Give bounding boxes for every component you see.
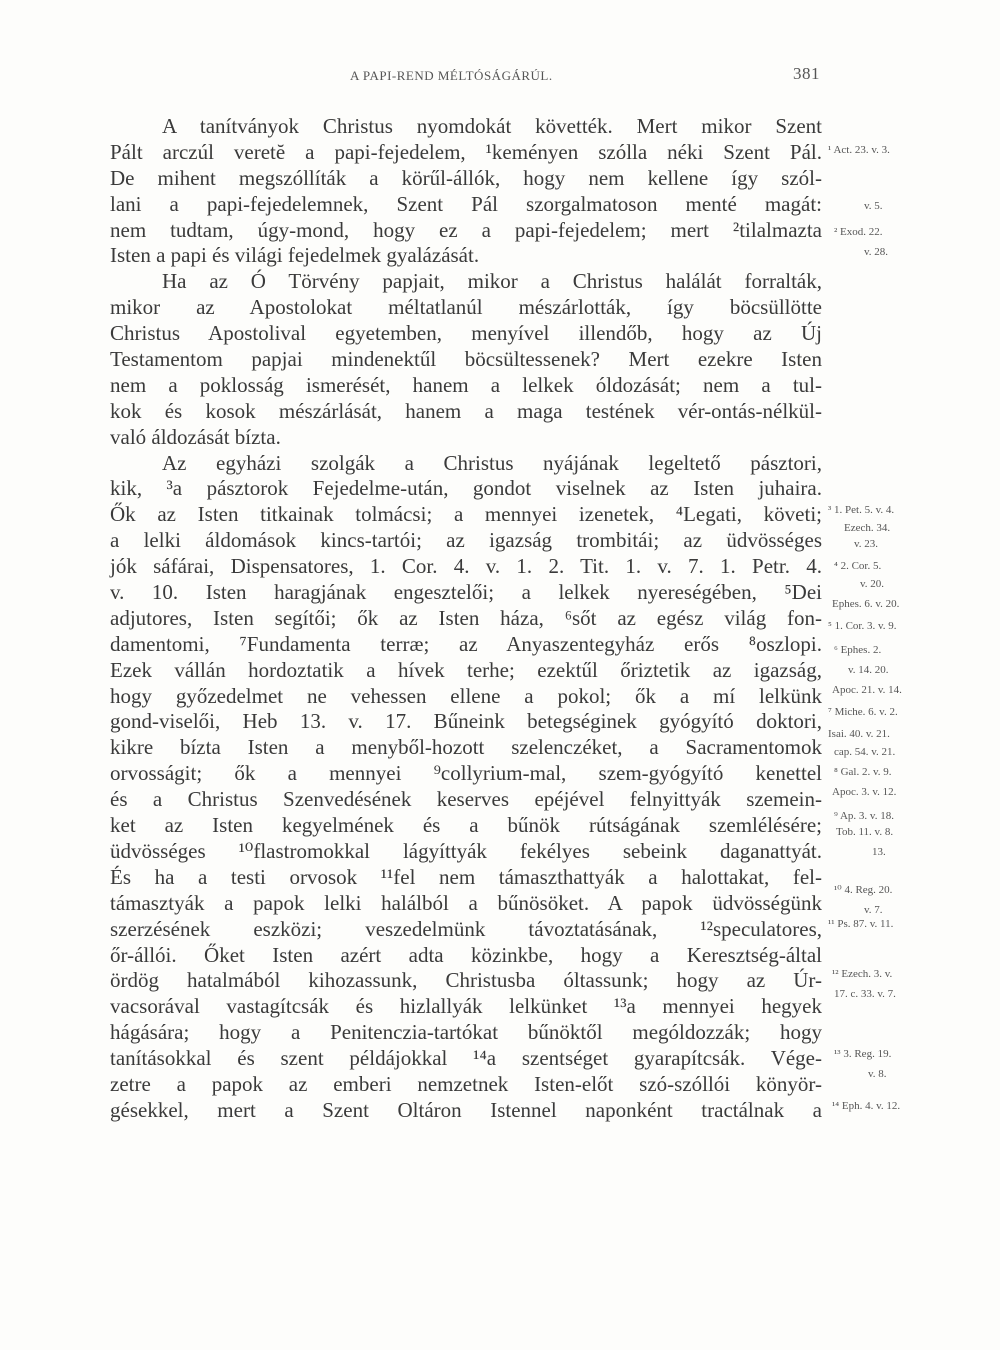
margin-note: Apoc. 21. v. 14. (832, 684, 902, 696)
margin-note: v. 14. 20. (848, 664, 889, 676)
text-line: tanításokkal és szent példájokkal ¹⁴a szentséget gyarapítcsák. Vége- (110, 1046, 822, 1071)
text-line: Isten a papi és világi fejedelmek gyalázását. (110, 243, 480, 268)
text-line: hágására; hogy a Penitenczia-tartókat bűnöktől mególdozzák; hogy (110, 1020, 822, 1045)
text-line: szerzésének eszközi; veszedelmünk távoztatásának, ¹²speculatores, (110, 916, 822, 941)
margin-note: Apoc. 3. v. 12. (832, 786, 897, 798)
margin-note: v. 8. (868, 1068, 887, 1080)
text-line: Pált arczúl veretĕ a papi-fejedelem, ¹keményen szólla néki Szent Pál. (110, 139, 822, 164)
text-line: őr-állói. Őket Isten azért adta közinkbe, hogy a Keresztség-által (110, 942, 822, 967)
margin-note: ⁷ Miche. 6. v. 2. (828, 706, 898, 718)
text-line: és a Christus Szenvedésének keserves epéjével felnyittyák szemein- (110, 787, 822, 812)
margin-note: Isai. 40. v. 21. (828, 728, 890, 740)
text-line: ördög hatalmából kihozassunk, Christusba óltassunk; hogy az Úr- (110, 968, 822, 993)
body-text (110, 114, 822, 1124)
margin-note: v. 23. (854, 538, 879, 550)
text-line: nem a poklosság ismerését, hanem a lelkek óldozását; nem a tul- (110, 372, 822, 397)
text-line: vacsorával vastagítcsák és hizlallyák lelkünket ¹³a mennyei hegyek (110, 994, 822, 1019)
text-line: Ők az Isten titkainak tolmácsi; a mennyei izenetek, ⁴Legati, követi; (110, 502, 822, 527)
text-line: támasztyák a papok lelki halálból a bűnösöket. A papok üdvösségünk (110, 890, 822, 915)
text-line: jók sáfárai, Dispensatores, 1. Cor. 4. v. 1. 2. Tit. 1. v. 7. 1. Petr. 4. (110, 554, 822, 579)
margin-note: ¹² Ezech. 3. v. (832, 968, 893, 980)
margin-note: ⁵ 1. Cor. 3. v. 9. (828, 620, 897, 632)
text-line: A tanítványok Christus nyomdokát követték. Mert mikor Szent (162, 114, 822, 138)
margin-note: Ezech. 34. (844, 522, 891, 534)
text-line: hogy győzedelmet ne vehessen ellene a pokol; ők a mí lelkünk (110, 683, 822, 708)
text-line: Testamentom papjai mindenektűl böcsültessenek? Mert ezekre Isten (110, 347, 822, 372)
margin-note: ¹³ 3. Reg. 19. (834, 1048, 892, 1060)
margin-note: ¹⁰ 4. Reg. 20. (834, 884, 893, 896)
margin-note: v. 28. (864, 246, 889, 258)
text-line: kok és kosok mészárlását, hanem a maga testének vér-ontás-nélkül- (110, 398, 822, 423)
margin-note: ⁶ Ephes. 2. (834, 644, 882, 656)
text-line: orvosságit; ők a mennyei ⁹collyrium-mal, szem-gyógyító kenettel (110, 761, 822, 786)
text-line: És ha a testi orvosok ¹¹fel nem támaszthattyák a halottakat, fel- (110, 864, 822, 889)
margin-note: Tob. 11. v. 8. (836, 826, 894, 838)
margin-note: 13. (872, 846, 886, 858)
margin-note: ⁸ Gal. 2. v. 9. (834, 766, 892, 778)
text-line: Ezek vállán hordoztatik a hívek terhe; ezektűl őriztetik az igazság, (110, 657, 822, 682)
text-line: gond-viselői, Heb 13. v. 17. Bűneink betegséginek gyógyító doktori, (110, 709, 822, 734)
text-line: a lelki áldomások kincs-tartói; az igazság trombitái; az üdvösséges (110, 528, 822, 553)
page-number: 381 (793, 64, 820, 83)
margin-note: v. 5. (864, 200, 883, 212)
text-line: lani a papi-fejedelemnek, Szent Pál szorgalmatoson menté magát: (110, 191, 822, 216)
text-line: gésekkel, mert a Szent Oltáron Istennel naponként tractálnak a (110, 1097, 822, 1122)
running-title: A PAPI-REND MÉLTÓSÁGÁRÚL. (350, 68, 553, 83)
margin-note: v. 7. (864, 904, 883, 916)
margin-note: 17. c. 33. v. 7. (834, 988, 896, 1000)
margin-note: cap. 54. v. 21. (834, 746, 896, 758)
margin-note: ³ 1. Pet. 5. v. 4. (828, 504, 895, 516)
text-line: ket az Isten kegyelmének és a bűnök rútságának szemlélésére; (110, 813, 822, 838)
text-line: v. 10. Isten haragjának engesztelői; a lelkek nyereségében, ⁵Dei (110, 580, 822, 605)
text-line: damentomi, ⁷Fundamenta terræ; az Anyaszentegyház erős ⁸oszlopi. (110, 631, 822, 656)
margin-note: ¹ Act. 23. v. 3. (828, 144, 890, 156)
text-line: Christus Apostolival egyetemben, menyível illendőb, hogy az Új (110, 321, 822, 346)
text-line: üdvösséges ¹⁰flastromokkal lágyíttyák fekélyes sebeink daganattyát. (110, 838, 822, 863)
margin-note: v. 20. (860, 578, 885, 590)
margin-note: ⁹ Ap. 3. v. 18. (834, 810, 894, 822)
text-line: Ha az Ó Törvény papjait, mikor a Christus halálát forralták, (162, 269, 822, 294)
text-line: De mihent megszóllíták a körűl-állók, hogy nem kellene így szól- (110, 165, 822, 190)
margin-note: ⁴ 2. Cor. 5. (834, 560, 882, 572)
margin-note: Ephes. 6. v. 20. (832, 598, 900, 610)
text-line: kikre bízta Isten a menyből-hozott szelenczéket, a Sacramentomok (110, 735, 822, 760)
text-line: nem tudtam, úgy-mond, hogy ez a papi-fejedelem; mert ²tilalmazta (110, 217, 822, 242)
text-line: Az egyházi szolgák a Christus nyájának legeltető pásztori, (162, 450, 822, 475)
text-line: zetre a papok az emberi nemzetnek Isten-előt szó-szóllói könyör- (110, 1071, 822, 1096)
margin-note: ¹⁴ Eph. 4. v. 12. (832, 1100, 901, 1112)
text-line: kik, ³a pásztorok Fejedelme-után, gondot viselnek az Isten juhaira. (110, 476, 822, 501)
margin-note: ¹¹ Ps. 87. v. 11. (828, 918, 894, 930)
text-line: mikor az Apostolokat méltatlanúl mészárlották, így böcsüllötte (110, 295, 822, 320)
text-line: való áldozását bízta. (110, 424, 281, 449)
margin-note: ² Exod. 22. (834, 226, 883, 238)
text-line: adjutores, Isten segítői; ők az Isten háza, ⁶sőt az egész világ fon- (110, 605, 822, 630)
